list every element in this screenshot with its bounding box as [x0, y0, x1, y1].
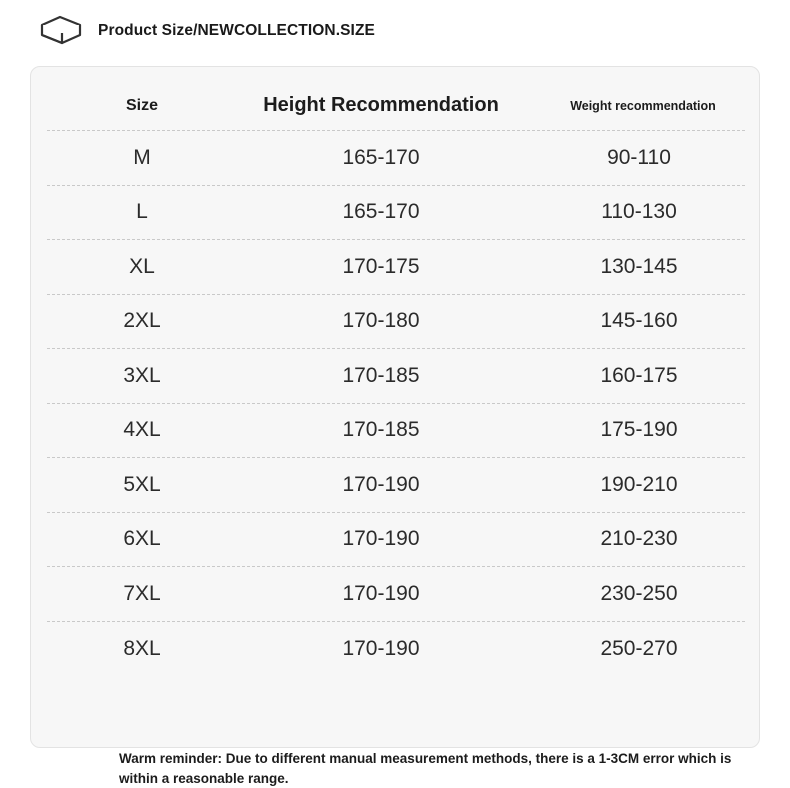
table-header-row — [47, 81, 745, 131]
cell-weight: 110-130 — [601, 200, 677, 224]
cell-weight: 230-250 — [600, 581, 678, 605]
column-header-height: Height Recommendation — [263, 94, 499, 116]
table-row — [47, 458, 745, 513]
column-header-weight: Weight recommendation — [570, 98, 716, 113]
stacked-layers-icon — [38, 14, 84, 48]
cell-size: 8XL — [123, 636, 161, 660]
cell-size: XL — [129, 254, 155, 278]
table-row — [47, 240, 745, 295]
cell-weight: 175-190 — [600, 418, 678, 442]
cell-height: 170-175 — [342, 254, 420, 278]
cell-size: 3XL — [123, 363, 161, 387]
cell-weight: 90-110 — [607, 145, 671, 169]
table-row — [47, 186, 745, 241]
cell-size: 5XL — [123, 472, 161, 496]
cell-height: 170-190 — [342, 527, 420, 551]
cell-weight: 190-210 — [600, 472, 678, 496]
warm-reminder-note: Warm reminder: Due to different manual measurement methods, there is a 1-3CM error which is within a reasonable range. — [119, 751, 732, 786]
cell-size: 2XL — [123, 309, 161, 333]
cell-height: 170-190 — [342, 472, 420, 496]
size-table-card — [30, 66, 760, 786]
table-row — [47, 567, 745, 622]
table-row — [47, 295, 745, 350]
cell-size: M — [133, 145, 151, 169]
cell-size: 4XL — [123, 418, 161, 442]
table-row — [47, 513, 745, 568]
cell-size: 7XL — [123, 581, 161, 605]
cell-size: L — [136, 200, 148, 224]
cell-height: 170-185 — [342, 418, 420, 442]
cell-size: 6XL — [123, 527, 161, 551]
page-header — [0, 0, 790, 58]
cell-weight: 210-230 — [600, 527, 678, 551]
cell-height: 170-190 — [342, 581, 420, 605]
table-row — [47, 404, 745, 459]
table-row — [47, 131, 745, 186]
cell-weight: 250-270 — [600, 636, 678, 660]
size-table — [47, 81, 745, 676]
cell-weight: 130-145 — [600, 254, 678, 278]
cell-weight: 160-175 — [600, 363, 678, 387]
cell-height: 165-170 — [342, 145, 420, 169]
table-row — [47, 349, 745, 404]
cell-height: 170-180 — [342, 309, 420, 333]
page-title: Product Size/NEWCOLLECTION.SIZE — [98, 22, 375, 39]
cell-height: 165-170 — [342, 200, 420, 224]
cell-height: 170-190 — [342, 636, 420, 660]
cell-height: 170-185 — [342, 363, 420, 387]
cell-weight: 145-160 — [600, 309, 678, 333]
table-row — [47, 622, 745, 677]
column-header-size: Size — [125, 96, 158, 114]
